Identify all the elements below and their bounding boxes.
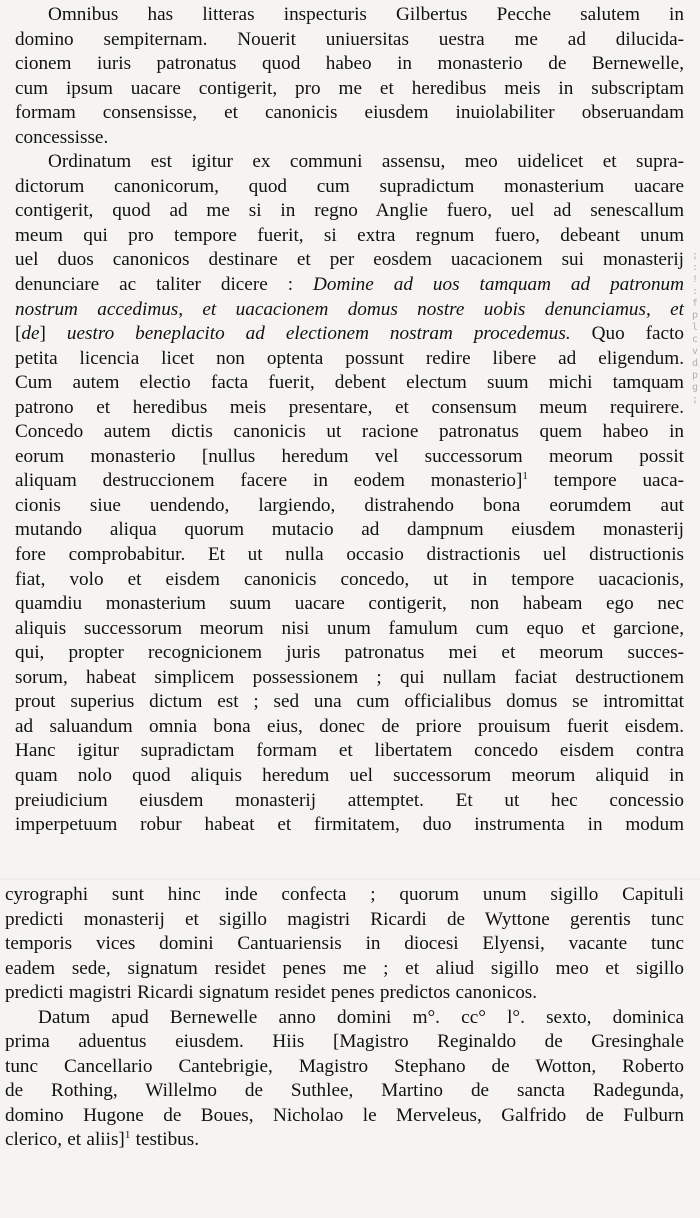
charter-text-upper (15, 3, 684, 838)
line-text: contigerit, quod ad me si in regno Anglie fuero, uel ad senescallum (15, 200, 684, 222)
line-text: tempore uaca- (527, 470, 684, 492)
line-text: ad saluandum omnia bona eius, donec de priore prouisum fuerit eisdem. (15, 715, 684, 737)
text-line (15, 445, 684, 470)
text-line (15, 764, 684, 789)
text-line (5, 1055, 684, 1080)
line-text: cyrographi sunt hinc inde confecta ; quorum unum sigillo Capituli (5, 884, 684, 905)
text-line (15, 641, 684, 666)
line-text: prima aduentus eiusdem. Hiis [Magistro Reginaldo de Gresinghale (5, 1031, 684, 1053)
line-text: sorum, habeat simplicem possessionem ; qui nullam faciat destructionem (15, 666, 684, 688)
text-line (15, 420, 684, 445)
text-line (15, 248, 684, 273)
text-line (15, 101, 684, 126)
line-text: predicti magistri Ricardi signatum residet penes predictos canonicos. (5, 982, 538, 1004)
text-line (5, 883, 684, 908)
line-text: imperpetuum robur habeat et firmitatem, duo instrumenta in modum (15, 814, 684, 836)
line-text: domino sempiternam. Nouerit uniuersitas uestra me ad dilucida- (15, 28, 684, 50)
line-text: dictorum canonicorum, quod cum supradictum monasterium uacare (15, 175, 684, 197)
line-text: eadem sede, signatum residet penes me ; et aliud sigillo meo et sigillo (5, 957, 684, 979)
line-text: tunc Cancellario Cantebrigie, Magistro Stephano de Wotton, Roberto (5, 1055, 684, 1077)
text-line (15, 150, 684, 175)
footnote-marker[interactable]: 1 (522, 470, 528, 483)
text-line (15, 224, 684, 249)
text-line (15, 199, 684, 224)
line-text: cionis siue uendendo, largiendo, distrahendo bona eorumdem aut (15, 494, 684, 516)
line-text: aliquis successorum meorum nisi unum famulum cum equo et garcione, (15, 617, 684, 639)
text-line (15, 52, 684, 77)
text-line (5, 932, 684, 957)
text-line (15, 494, 684, 519)
text-line (15, 126, 684, 151)
line-text: clerico, et aliis] (5, 1129, 125, 1151)
text-line (15, 396, 684, 421)
text-line (15, 568, 684, 593)
text-line (15, 518, 684, 543)
text-line (15, 666, 684, 691)
text-line (5, 957, 684, 982)
line-text: formam consensisse, et canonicis eiusdem inuiolabiliter obseruandam (15, 102, 684, 124)
text-line (15, 617, 684, 642)
line-text: Cum autem electio facta fuerit, debent electum suum michi tamquam (15, 372, 684, 394)
text-line (5, 981, 684, 1006)
quoted-formula: uestro beneplacito ad electionem nostram procedemus. (66, 323, 571, 345)
line-text: Concedo autem dictis canonicis ut racione patronatus quem habeo in (15, 421, 684, 443)
line-text: uel duos canonicos destinare et per eosdem uacacionem sui monasterij (15, 249, 684, 271)
text-line (15, 813, 684, 838)
line-text: qui, propter recognicionem juris patronatus mei et meorum succes- (15, 642, 684, 664)
charter-text-lower (5, 883, 684, 1153)
editorial-insertion: de (21, 323, 40, 345)
text-line (15, 371, 684, 396)
line-text: Ordinatum est igitur ex communi assensu, meo uidelicet et supra- (48, 151, 684, 173)
line-text: temporis vices domini Cantuariensis in diocesi Elyensi, vacante tunc (5, 933, 684, 955)
line-text: Quo facto (570, 323, 684, 345)
text-line (15, 690, 684, 715)
text-line (15, 273, 684, 298)
line-text: patrono et heredibus meis presentare, et consensum meum requirere. (15, 396, 684, 418)
line-text: [ (15, 323, 22, 345)
text-line (5, 1006, 684, 1031)
line-text: concessisse. (15, 126, 109, 148)
text-line (15, 28, 684, 53)
line-text: Omnibus has litteras inspecturis Gilbertus Pecche salutem in (48, 4, 684, 25)
text-line (5, 1104, 684, 1129)
text-line (15, 543, 684, 568)
line-text: fore comprobabitur. Et ut nulla occasio distractionis uel distructionis (15, 544, 684, 566)
text-line (15, 3, 684, 28)
page-join-seam (0, 878, 700, 881)
line-text: quam nolo quod aliquis heredum uel successorum meorum aliquid in (15, 764, 684, 786)
text-line (15, 77, 684, 102)
text-line (15, 469, 684, 494)
text-line (15, 175, 684, 200)
line-text: fiat, volo et eisdem canonicis concedo, ut in tempore uacacionis, (15, 568, 684, 590)
line-text: prout superius dictum est ; sed una cum officialibus domus se intromittat (15, 691, 684, 713)
line-text: quamdiu monasterium suum uacare contigerit, non habeam ego nec (15, 593, 684, 615)
text-line (5, 1128, 684, 1153)
quoted-formula: Domine ad uos tamquam ad patronum (313, 274, 684, 296)
text-line (15, 347, 684, 372)
text-line (5, 908, 684, 933)
text-line (15, 789, 684, 814)
text-line (5, 1079, 684, 1104)
line-text: Datum apud Bernewelle anno domini m°. cc° l°. sexto, dominica (38, 1006, 684, 1028)
text-line (15, 298, 684, 323)
line-text: denunciare ac taliter dicere : (15, 274, 314, 296)
line-text: meum qui pro tempore fuerit, si extra regnum fuero, debeant unum (15, 224, 684, 246)
text-line (5, 1030, 684, 1055)
line-text: petita licencia licet non optenta possunt redire libere ad eligendum. (15, 347, 684, 369)
line-text: testibus. (130, 1129, 200, 1151)
text-line (15, 322, 684, 347)
text-line (15, 739, 684, 764)
line-text: domino Hugone de Boues, Nicholao le Merveleus, Galfrido de Fulburn (5, 1104, 684, 1126)
line-text: eorum monasterio [nullus heredum vel successorum meorum possit (15, 445, 684, 467)
line-text: cum ipsum uacare contigerit, pro me et heredibus meis in subscriptam (15, 77, 684, 99)
line-text: preiudicium eiusdem monasterij attemptet. Et ut hec concessio (15, 789, 684, 811)
quoted-formula: nostrum accedimus, et uacacionem domus nostre uobis denunciamus, et (15, 298, 684, 320)
margin-bleed-through: ; : ! : f p l c v d p g ; (692, 250, 699, 405)
text-line (15, 592, 684, 617)
line-text: aliquam destruccionem facere in eodem monasterio] (15, 470, 523, 492)
text-line (15, 715, 684, 740)
line-text: cionem iuris patronatus quod habeo in monasterio de Bernewelle, (15, 53, 684, 75)
line-text: de Rothing, Willelmo de Suthlee, Martino de sancta Radegunda, (5, 1080, 684, 1102)
line-text: mutando aliqua quorum mutacio ad dampnum eiusdem monasterij (15, 519, 684, 541)
line-text: predicti monasterij et sigillo magistri Ricardi de Wyttone gerentis tunc (5, 908, 684, 930)
footnote-marker[interactable]: 1 (124, 1129, 131, 1142)
line-text: Hanc igitur supradictam formam et libertatem concedo eisdem contra (15, 740, 684, 762)
line-text: ] (39, 323, 67, 345)
